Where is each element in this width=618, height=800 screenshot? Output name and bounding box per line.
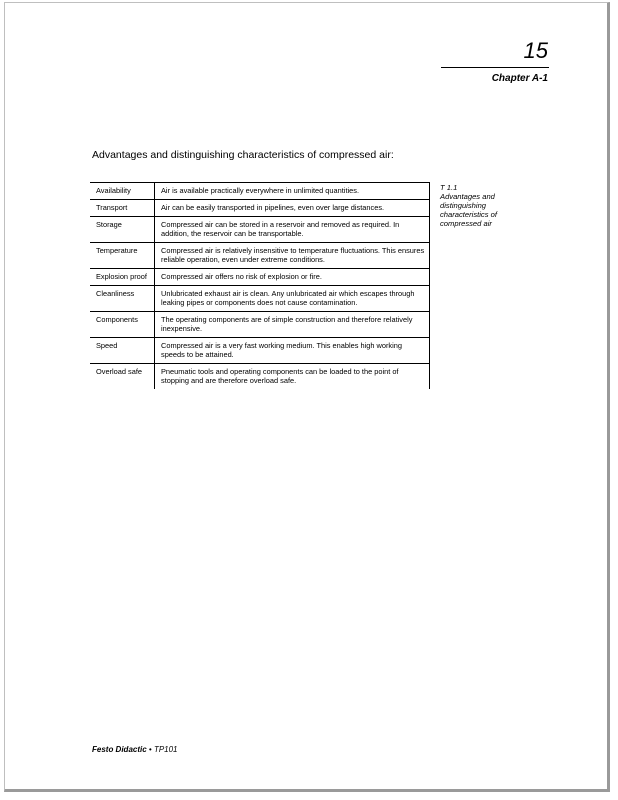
row-term: Storage <box>90 217 155 243</box>
advantages-table <box>90 182 430 389</box>
row-description: Pneumatic tools and operating components can be loaded to the point of stopping and are therefore overload safe. <box>155 364 430 390</box>
row-description: Compressed air is relatively insensitive to temperature fluctuations. This ensures reliable operation, even under extreme conditions. <box>155 243 430 269</box>
footer-separator: • <box>146 745 154 754</box>
row-term: Availability <box>90 183 155 200</box>
table-row <box>90 269 430 286</box>
row-term: Overload safe <box>90 364 155 390</box>
table-row <box>90 364 430 390</box>
row-term: Transport <box>90 200 155 217</box>
table-row <box>90 183 430 200</box>
row-term: Cleanliness <box>90 286 155 312</box>
row-description: Compressed air is a very fast working medium. This enables high working speeds to be attained. <box>155 338 430 364</box>
caption-text: Advantages and distinguishing characteristics of compressed air <box>440 192 497 228</box>
row-term: Explosion proof <box>90 269 155 286</box>
table-row <box>90 286 430 312</box>
table-caption <box>440 183 520 228</box>
footer <box>92 745 178 754</box>
row-description: Air is available practically everywhere in unlimited quantities. <box>155 183 430 200</box>
page-border <box>4 2 610 792</box>
page-number: 15 <box>523 38 548 63</box>
table-row <box>90 338 430 364</box>
footer-code: TP101 <box>153 745 178 754</box>
header-rule <box>441 67 549 68</box>
chapter-label: Chapter A-1 <box>491 73 548 84</box>
table-row <box>90 312 430 338</box>
row-term: Temperature <box>90 243 155 269</box>
row-description: Compressed air can be stored in a reservoir and removed as required. In addition, the reservoir can be transportable. <box>155 217 430 243</box>
table-row <box>90 217 430 243</box>
row-description: The operating components are of simple construction and therefore relatively inexpensive. <box>155 312 430 338</box>
row-term: Speed <box>90 338 155 364</box>
section-heading: Advantages and distinguishing characteristics of compressed air: <box>92 149 394 161</box>
footer-brand: Festo Didactic <box>92 745 147 754</box>
row-term: Components <box>90 312 155 338</box>
row-description: Compressed air offers no risk of explosion or fire. <box>155 269 430 286</box>
table-row <box>90 200 430 217</box>
row-description: Unlubricated exhaust air is clean. Any unlubricated air which escapes through leaking pipes or components does not cause contamination. <box>155 286 430 312</box>
row-description: Air can be easily transported in pipelines, even over large distances. <box>155 200 430 217</box>
caption-id: T 1.1 <box>440 183 458 192</box>
table-row <box>90 243 430 269</box>
